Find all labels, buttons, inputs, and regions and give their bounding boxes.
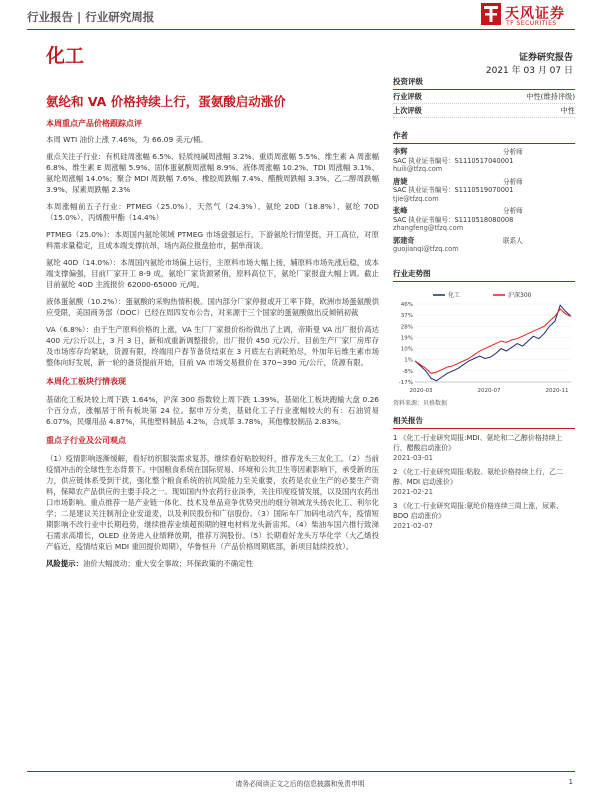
author-entry (393, 178, 575, 204)
page-number: 1 (568, 778, 573, 786)
paragraph-va: VA（6.8%）：由于生产原料价格的上涨，VA 生厂厂家报价纷纷做出了上调，帝斯曼 VA 出厂报价高达 400 元/公斤以上，3 月 3 日，新和成重新调整报价，出厂报价 450 元/公斤。目前生产厂家厂房库存及市场库存均紧缺，货源有限，终端用户春节备货结束在 3 月底左右消耗殆尽，外加年后维生素市场整体向好发展，新一轮的备货提前开始，目前 VA 市场交易报价在 370~390 元/公斤，货源有限。 (46, 325, 379, 367)
rating-row (393, 104, 575, 118)
rating-heading: 投资评级 (393, 76, 575, 90)
chart-series-line (415, 305, 571, 381)
logo-text-cn: 天风证券 (505, 6, 565, 22)
chart-source: 资料来源：贝格数据 (393, 399, 448, 407)
risk-text: 油价大幅波动；重大安全事故；环保政策的不确定性 (82, 559, 253, 568)
author-entry (393, 207, 575, 233)
author-email[interactable]: tjie@tfzq.com (393, 194, 439, 203)
paragraph-performance: 基础化工板块较上周下跌 1.64%，沪深 300 指数较上周下跌 1.39%。基础化工板块跑输大盘 0.26 个百分点，涨幅居于所有板块第 24 位。据申万分类，基础化工子行业涨幅较大的有：石油贸易 6.07%，民爆用品 4.87%，其他塑料制品 4.2%，合成革 3.78%，其他橡胶制品 2.83%。 (46, 395, 379, 426)
trend-heading: 行业走势图 (393, 268, 575, 282)
paragraph-ptmeg: PTMEG（25.0%）：本周国内氨纶领域 PTMEG 市场盘强运行，下游氨纶行情坚挺，开工高位，对原料需求量稳定，且成本端支撑抗昂，场内高位报盘抬市，据单商谈。 (46, 230, 379, 250)
section-heading-views: 重点子行业及公司观点 (46, 436, 126, 445)
author-entry (393, 148, 575, 174)
paragraph-wti: 本周 WTI 油价上涨 7.46%，为 66.09 美元/桶。 (46, 135, 208, 144)
sidebar (393, 76, 575, 531)
paragraph-methionine: 液体蛋氨酸（10.2%）：蛋氨酸的采购热情积极。国内部分厂家停报或开工率下降，欧洲市场蛋氨酸供应受限，美国商务部（DOC）已经在周四发布公告，对来源于三个国家的蛋氨酸做出反倾销初裁 (46, 297, 379, 317)
chart-x-tick-label: 2020-03 (409, 387, 433, 394)
author-name: 郭建奇 (393, 235, 415, 245)
section-heading-prices: 本周重点产品价格跟踪点评 (46, 119, 142, 128)
report-date: 2021 年 03 月 07 日 (485, 66, 573, 76)
related-date: 2021-02-07 (393, 521, 434, 530)
chart-y-tick-label: 28% (400, 323, 413, 330)
author-role: 分析师 (503, 207, 523, 215)
header-tag: 行业报告 | 行业研究周报 (27, 10, 155, 24)
author-role: 联系人 (503, 236, 523, 245)
logo-mark-icon (480, 2, 502, 26)
related-report[interactable] (393, 433, 575, 463)
risk-warning (46, 558, 379, 569)
related-date: 2021-02-21 (393, 487, 434, 496)
related-title: 《化工-行业研究周报:MDI、氨纶和二乙醇价格持续上行，醋酸启动涨价》 (393, 433, 563, 452)
report-type: 证券研究报告 (518, 53, 573, 63)
trend-chart-svg (393, 288, 575, 396)
company-logo (480, 2, 580, 30)
related-heading: 相关报告 (393, 415, 575, 429)
footer-rule (27, 771, 575, 772)
chart-y-tick-label: -8% (402, 368, 413, 375)
chart-legend-label: 化工 (448, 291, 461, 299)
author-heading: 作者 (393, 130, 575, 144)
related-number: 1 (393, 433, 398, 442)
related-title: 《化工-行业研究周报:粘胶、氨纶价格持续上行，乙二醇、MDI 启动涨价》 (393, 467, 563, 486)
paragraph-spandex: 氨纶 40D（14.0%）：本周国内氨纶市场偏上运行，主原料市场大幅上扬，辅原料市场先涨后稳，成本端支撑偏强，目前厂家开工 8-9 成，氨纶厂家货源紧俏，原料高位下，氨纶厂家报盘大幅上调。截止目前氨纶 40D 主流报价 62000-65000 元/吨。 (46, 258, 379, 289)
chart-y-tick-label: 19% (400, 334, 413, 341)
section-heading-performance: 本周化工板块行情表现 (46, 377, 126, 386)
author-role: 分析师 (503, 177, 523, 186)
author-entry (393, 237, 575, 254)
industry-name: 化工 (46, 45, 85, 67)
paragraph-views: （1）疫情影响逐渐缓解，看好纺织服装需求复苏，继续看好粘胶短纤，推荐龙头三友化工。（2）当前疫情冲击的全球性生态背景下。中国粮食系统在国际贸易、环境和公共卫生等因素影响下，承受新的压力，供应链体系受到干扰，强化整个粮食系统的抗风险能力至关重要，农药是农业生产的必要生产资料，保障农产品供应的主要手段之一。现如国内外农药行业淡季，关注印度疫情发展，以及国内农药出口市场影响。重点推荐一是产业链一体化、技术及单品竞争优势突出的细分领域龙头扬农化工、利尔化学；二是建议关注制剂企业安道麦，以及利民股份和广信股份。（3）国际车厂加码电动汽车，疫情短期影响不改行业中长期趋势，继续推荐业绩超预期的锂电材料龙头新宙邦。（4）柴油车国六推行致涕石需求高增长，OLED 业务进入业绩释放期，推荐万润股份。（5）长期看好龙头万华化学（大乙烯投产临近，疫情结束后 MDI 重回提价周期），华鲁恒升（产品价格周期底部，新项目陆续投放）。 (46, 454, 379, 551)
footer-disclaimer: 请务必阅读正文之后的信息披露和免责申明 (235, 780, 365, 788)
report-title: 氨纶和 VA 价格持续上行，蛋氨酸启动涨价 (46, 94, 286, 109)
chart-x-tick-label: 2020-11 (545, 387, 569, 394)
author-email[interactable]: guojianqi@tfzq.com (393, 245, 459, 253)
chart-series-line (415, 309, 571, 373)
author-role: 分析师 (503, 148, 523, 156)
chart-legend-label: 沪深300 (508, 291, 532, 299)
author-name: 张峰 (393, 206, 408, 215)
author-name: 唐婕 (393, 176, 408, 186)
paragraph-subsectors: 重点关注子行业：有机硅周涨幅 6.5%、轻质纯碱周涨幅 3.2%、重质周涨幅 5.5%、维生素 A 周涨幅 6.8%、维生素 E 周涨幅 5.9%、固体蛋氨酸周涨幅 8.9%、液体周涨幅 10.2%、TDI 周涨幅 3.1%、氨纶周涨幅 14.0%；聚合 MDI 周跌幅 7.6%、橡胶周跌幅 7.4%、醋酸周跌幅 3.3%、乙二醇周跌幅 3.9%、尿素周跌幅 2.3% (46, 152, 379, 194)
rating-key: 上次评级 (393, 106, 422, 115)
chart-y-tick-label: 1% (404, 357, 413, 364)
logo-text-en: TF SECURITIES (506, 20, 557, 27)
author-cert: SAC 执业证书编号：S1110517040001 (393, 156, 514, 165)
rating-key: 行业评级 (393, 92, 422, 101)
related-title: 《化工-行业研究周报:氨纶价格连续三周上涨，尿素、BDO 启动涨价》 (393, 501, 563, 520)
related-date: 2021-03-01 (393, 453, 434, 462)
chart-y-tick-label: -17% (398, 379, 413, 386)
related-report[interactable] (393, 467, 575, 497)
rating-value: 中性 (560, 106, 575, 115)
paragraph-top5: 本周涨幅前五子行业：PTMEG（25.0%）、天然气（24.3%）、氨纶 20D（18.8%）、氨纶 70D（15.0%）、丙烯酸甲酯（14.4%） (46, 202, 379, 222)
trend-chart (393, 288, 575, 396)
related-number: 2 (393, 467, 398, 476)
rating-row (393, 90, 575, 104)
chart-y-tick-label: 46% (400, 301, 413, 308)
chart-y-tick-label: 37% (400, 312, 413, 319)
risk-label: 风险提示： (46, 559, 83, 568)
author-cert: SAC 执业证书编号：S1110519070001 (393, 186, 514, 194)
author-email[interactable]: huili@tfzq.com (393, 165, 443, 173)
header-rule (27, 29, 575, 30)
chart-x-tick-label: 2020-07 (477, 387, 501, 394)
author-email[interactable]: zhangfeng@tfzq.com (393, 224, 464, 232)
main-content (46, 118, 379, 569)
related-report[interactable] (393, 501, 575, 531)
related-number: 3 (393, 501, 398, 510)
rating-value: 中性(维持评级) (526, 92, 575, 101)
chart-y-tick-label: 10% (400, 346, 413, 353)
author-cert: SAC 执业证书编号：S1110518080008 (393, 215, 514, 224)
author-name: 李辉 (393, 147, 408, 156)
